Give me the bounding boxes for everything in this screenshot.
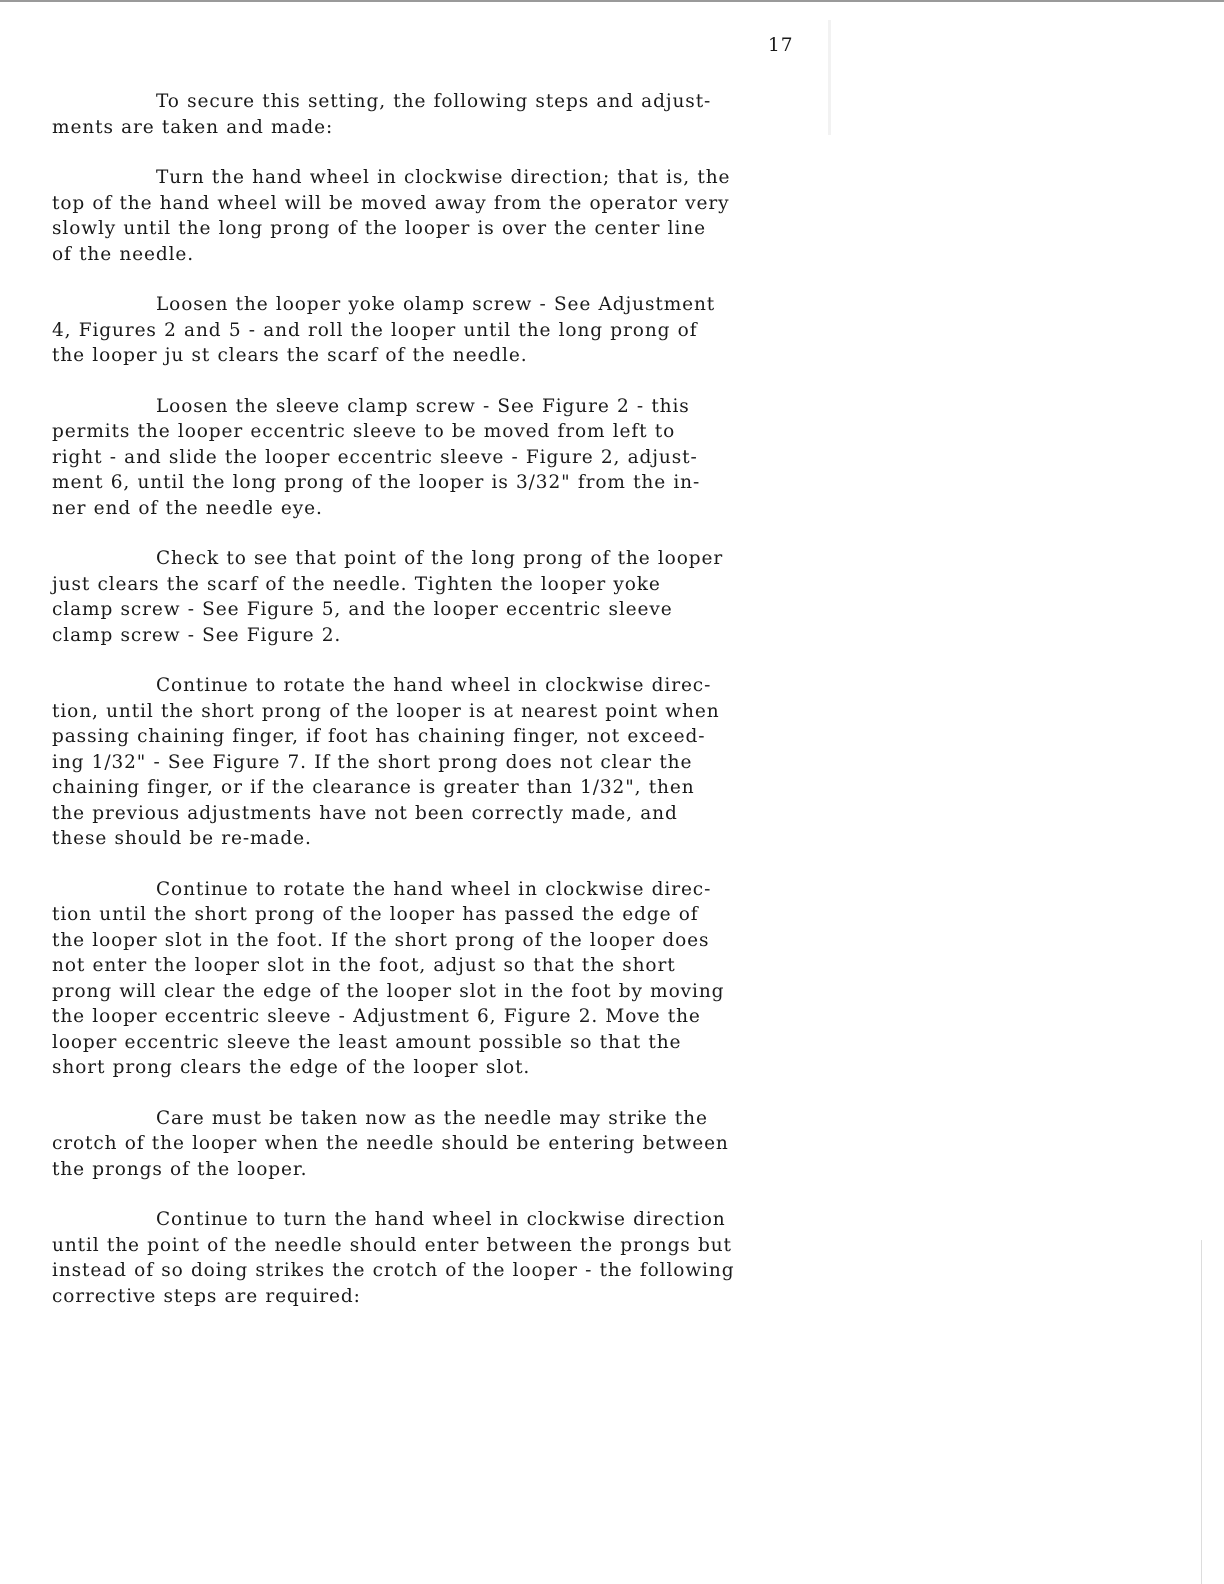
text-line: clamp screw - See Figure 2. bbox=[52, 624, 342, 646]
text-line: these should be re-made. bbox=[52, 828, 312, 849]
text-line: top of the hand wheel will be moved away from the operator very bbox=[52, 192, 730, 214]
paragraph-2 bbox=[52, 165, 792, 267]
text-line: short prong clears the edge of the looper slot. bbox=[52, 1057, 531, 1078]
text-line: Loosen the sleeve clamp screw - See Figure 2 - this bbox=[156, 395, 690, 417]
paragraph-7 bbox=[52, 877, 792, 1081]
text-line: passing chaining finger, if foot has chaining finger, not exceed- bbox=[52, 726, 706, 747]
text-line: just clears the scarf of the needle. Tighten the looper yoke bbox=[52, 573, 661, 595]
paragraph-3 bbox=[52, 292, 792, 369]
text-line: tion, until the short prong of the looper is at nearest point when bbox=[52, 700, 720, 722]
paragraph-9 bbox=[52, 1207, 792, 1309]
text-line: Continue to turn the hand wheel in clockwise direction bbox=[156, 1209, 726, 1230]
text-line: not enter the looper slot in the foot, adjust so that the short bbox=[52, 955, 676, 976]
text-line: Continue to rotate the hand wheel in clockwise direc- bbox=[156, 675, 712, 696]
text-line: looper eccentric sleeve the least amount possible so that the bbox=[52, 1031, 682, 1053]
paragraph-4 bbox=[52, 394, 792, 522]
text-line: of the needle. bbox=[52, 243, 195, 265]
text-line: 4, Figures 2 and 5 - and roll the looper until the long prong of bbox=[52, 319, 698, 341]
text-line: slowly until the long prong of the looper is over the center line bbox=[52, 218, 706, 239]
text-line: Continue to rotate the hand wheel in clockwise direc- bbox=[156, 878, 712, 900]
text-line: right - and slide the looper eccentric sleeve - Figure 2, adjust- bbox=[52, 446, 698, 468]
text-line: prong will clear the edge of the looper slot in the foot by moving bbox=[52, 980, 725, 1002]
text-line: chaining finger, or if the clearance is greater than 1/32", then bbox=[52, 777, 695, 798]
paragraph-8 bbox=[52, 1106, 792, 1183]
text-line: the previous adjustments have not been correctly made, and bbox=[52, 802, 678, 824]
text-line: ments are taken and made: bbox=[52, 116, 334, 138]
text-line: the prongs of the looper. bbox=[52, 1158, 308, 1180]
text-line: until the point of the needle should enter between the prongs but bbox=[52, 1234, 732, 1256]
text-line: the looper eccentric sleeve - Adjustment 6, Figure 2. Move the bbox=[52, 1006, 701, 1027]
page-body bbox=[52, 89, 792, 1334]
text-line: To secure this setting, the following steps and adjust- bbox=[156, 91, 712, 112]
text-line: Turn the hand wheel in clockwise direction; that is, the bbox=[156, 167, 731, 188]
text-line: Care must be taken now as the needle may strike the bbox=[156, 1107, 708, 1129]
text-line: corrective steps are required: bbox=[52, 1285, 361, 1307]
text-line: clamp screw - See Figure 5, and the looper eccentric sleeve bbox=[52, 599, 673, 620]
text-line: ing 1/32" - See Figure 7. If the short prong does not clear the bbox=[52, 751, 693, 773]
text-line: Loosen the looper yoke olamp screw - See Adjustment bbox=[156, 294, 716, 315]
text-line: tion until the short prong of the looper has passed the edge of bbox=[52, 904, 699, 925]
text-line: ner end of the needle eye. bbox=[52, 497, 323, 519]
scan-right-edge bbox=[1201, 1240, 1202, 1584]
paragraph-6 bbox=[52, 673, 792, 852]
page-number: 17 bbox=[768, 35, 794, 56]
scan-top-edge bbox=[0, 0, 1224, 2]
paragraph-5 bbox=[52, 546, 792, 648]
text-line: the looper ju st clears the scarf of the needle. bbox=[52, 345, 528, 366]
text-line: ment 6, until the long prong of the looper is 3/32" from the in- bbox=[52, 472, 701, 493]
scan-smudge bbox=[828, 20, 831, 135]
text-line: permits the looper eccentric sleeve to be moved from left to bbox=[52, 421, 676, 442]
text-line: instead of so doing strikes the crotch of the looper - the following bbox=[52, 1260, 735, 1281]
text-line: the looper slot in the foot. If the short prong of the looper does bbox=[52, 929, 710, 951]
paragraph-1 bbox=[52, 89, 792, 140]
text-line: Check to see that point of the long prong of the looper bbox=[156, 548, 724, 569]
text-line: crotch of the looper when the needle should be entering between bbox=[52, 1133, 729, 1154]
